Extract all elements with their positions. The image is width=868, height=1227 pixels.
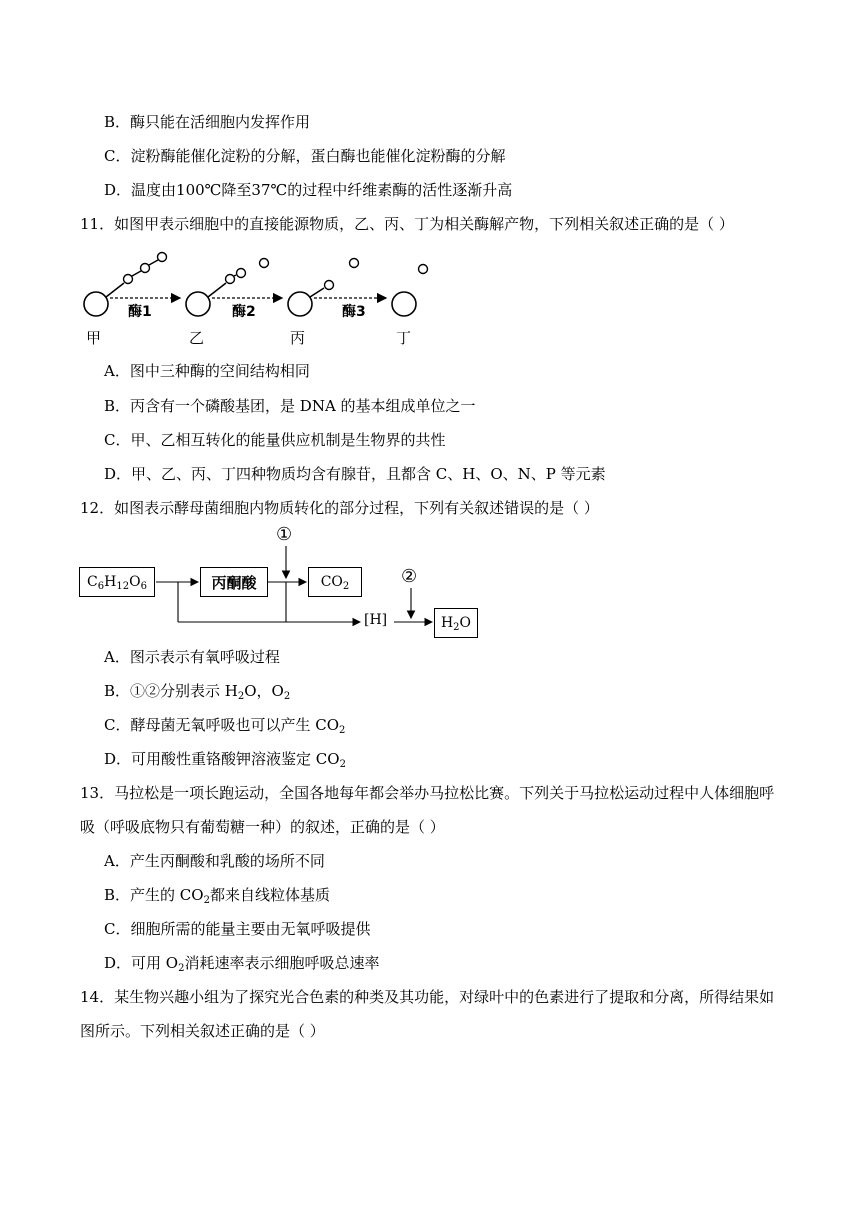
q11-stem: 11．如图甲表示细胞中的直接能源物质，乙、丙、丁为相关酶解产物，下列相关叙述正确的是（ ） [80,215,734,233]
q13-option-d: D．可用 $O_2$消耗速率表示细胞呼吸总速率 [104,954,380,974]
molecule-ding [392,265,428,317]
q12-stem: 12．如图表示酵母菌细胞内物质转化的部分过程，下列有关叙述错误的是（ ） [80,499,599,517]
q12-figure [76,524,486,642]
q12-option-d: D．可用酸性重铬酸钾溶液鉴定 $CO_2$ [104,750,346,770]
q12-option-c: C．酵母菌无氧呼吸也可以产生 $CO_2$ [104,716,346,736]
enzyme-2-label: 酶2 [232,304,256,320]
molecule-jia [84,253,167,317]
label-jia: 甲 [86,329,102,347]
q11-figure [76,248,456,350]
pyruvate-box [200,567,268,597]
q13-option-b: B．产生的 $CO_2$都来自线粒体基质 [104,886,330,906]
label-ding: 丁 [396,329,412,347]
prev-option-c: C．淀粉酶能催化淀粉的分解，蛋白酶也能催化淀粉酶的分解 [104,147,506,165]
q11-option-a: A．图中三种酶的空间结构相同 [104,362,310,380]
q14-stem-line2: 图所示。下列相关叙述正确的是（ ） [80,1022,325,1040]
q11-option-c: C．甲、乙相互转化的能量供应机制是生物界的共性 [104,431,446,449]
co2-box: $CO_2$ [308,567,362,597]
prev-option-b: B．酶只能在活细胞内发挥作用 [104,113,311,131]
water-box: $H_2O$ [434,608,478,638]
q11-option-b: B．丙含有一个磷酸基团，是 DNA 的基本组成单位之一 [104,397,476,415]
q13-option-c: C．细胞所需的能量主要由无氧呼吸提供 [104,920,371,938]
label-bing: 丙 [290,329,306,347]
pyruvate-label: 丙酮酸 [211,573,257,592]
enzyme-1-label: 酶1 [128,304,152,320]
q14-stem-line1: 14．某生物兴趣小组为了探究光合色素的种类及其功能，对绿叶中的色素进行了提取和分离，所得结果如 [80,988,775,1006]
h-label: [H] [364,612,388,628]
enzyme-3-label: 酶3 [342,304,366,320]
glucose-box: $C_6H_{12}O_6$ [79,567,155,597]
q12-option-b: B．①②分别表示 $H_2O$，$O_2$ [104,682,291,702]
mark-1: ① [276,524,293,545]
prev-option-d: D．温度由100℃降至37℃的过程中纤维素酶的活性逐渐升高 [104,181,513,199]
q12-option-a: A．图示表示有氧呼吸过程 [104,648,280,666]
mark-2: ② [401,566,418,587]
molecule-yi [186,259,269,317]
q11-option-d: D．甲、乙、丙、丁四种物质均含有腺苷，且都含 C、H、O、N、P 等元素 [104,465,606,483]
q13-stem-line1: 13．马拉松是一项长跑运动，全国各地每年都会举办马拉松比赛。下列关于马拉松运动过程中人体细胞呼 [80,784,775,802]
q13-option-a: A．产生丙酮酸和乳酸的场所不同 [104,852,325,870]
q13-stem-line2: 吸（呼吸底物只有葡萄糖一种）的叙述，正确的是（ ） [80,818,445,836]
label-yi: 乙 [189,329,205,347]
